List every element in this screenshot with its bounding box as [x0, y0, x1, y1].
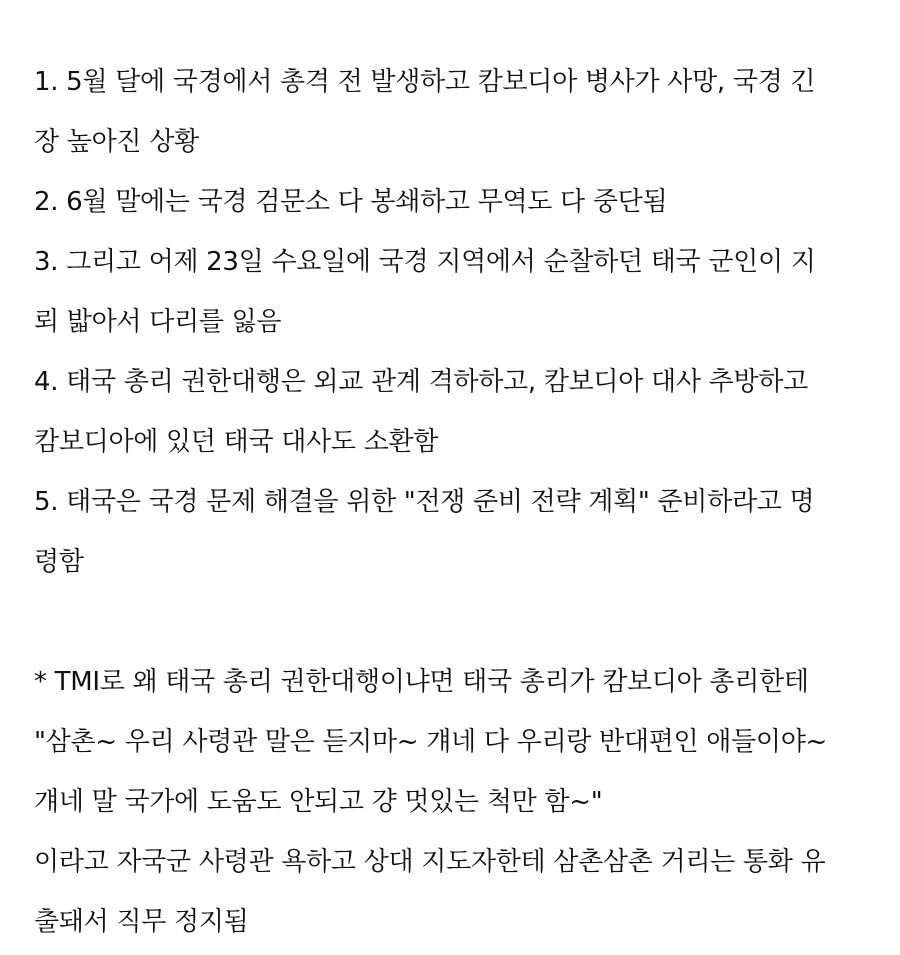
text-line: "삼촌~ 우리 사령관 말은 듣지마~ 걔네 다 우리랑 반대편인 애들이야~ [34, 727, 828, 757]
text-line: 출돼서 직무 정지됨 [34, 907, 249, 937]
blank-line [34, 592, 872, 652]
text-line: 장 높아진 상황 [34, 127, 199, 157]
text-line: 5. 태국은 국경 문제 해결을 위한 "전쟁 준비 전략 계획" 준비하라고 명 [34, 487, 815, 517]
text-line: 령함 [34, 547, 84, 577]
text-line: * TMI로 왜 태국 총리 권한대행이냐면 태국 총리가 캄보디아 총리한테 [34, 667, 809, 697]
text-line: 캄보디아에 있던 태국 대사도 소환함 [34, 427, 439, 457]
text-line: 뢰 밟아서 다리를 잃음 [34, 307, 282, 337]
text-line: 2. 6월 말에는 국경 검문소 다 봉쇄하고 무역도 다 중단됨 [34, 187, 668, 217]
text-line: 이라고 자국군 사령관 욕하고 상대 지도자한테 삼촌삼촌 거리는 통화 유 [34, 847, 826, 877]
text-line: 4. 태국 총리 권한대행은 외교 관계 격하하고, 캄보디아 대사 추방하고 [34, 367, 808, 397]
text-line: 1. 5월 달에 국경에서 총격 전 발생하고 캄보디아 병사가 사망, 국경 긴 [34, 67, 816, 97]
text-line: 걔네 말 국가에 도움도 안되고 걍 멋있는 척만 함~" [34, 787, 603, 817]
text-line: 3. 그리고 어제 23일 수요일에 국경 지역에서 순찰하던 태국 군인이 지 [34, 247, 816, 277]
